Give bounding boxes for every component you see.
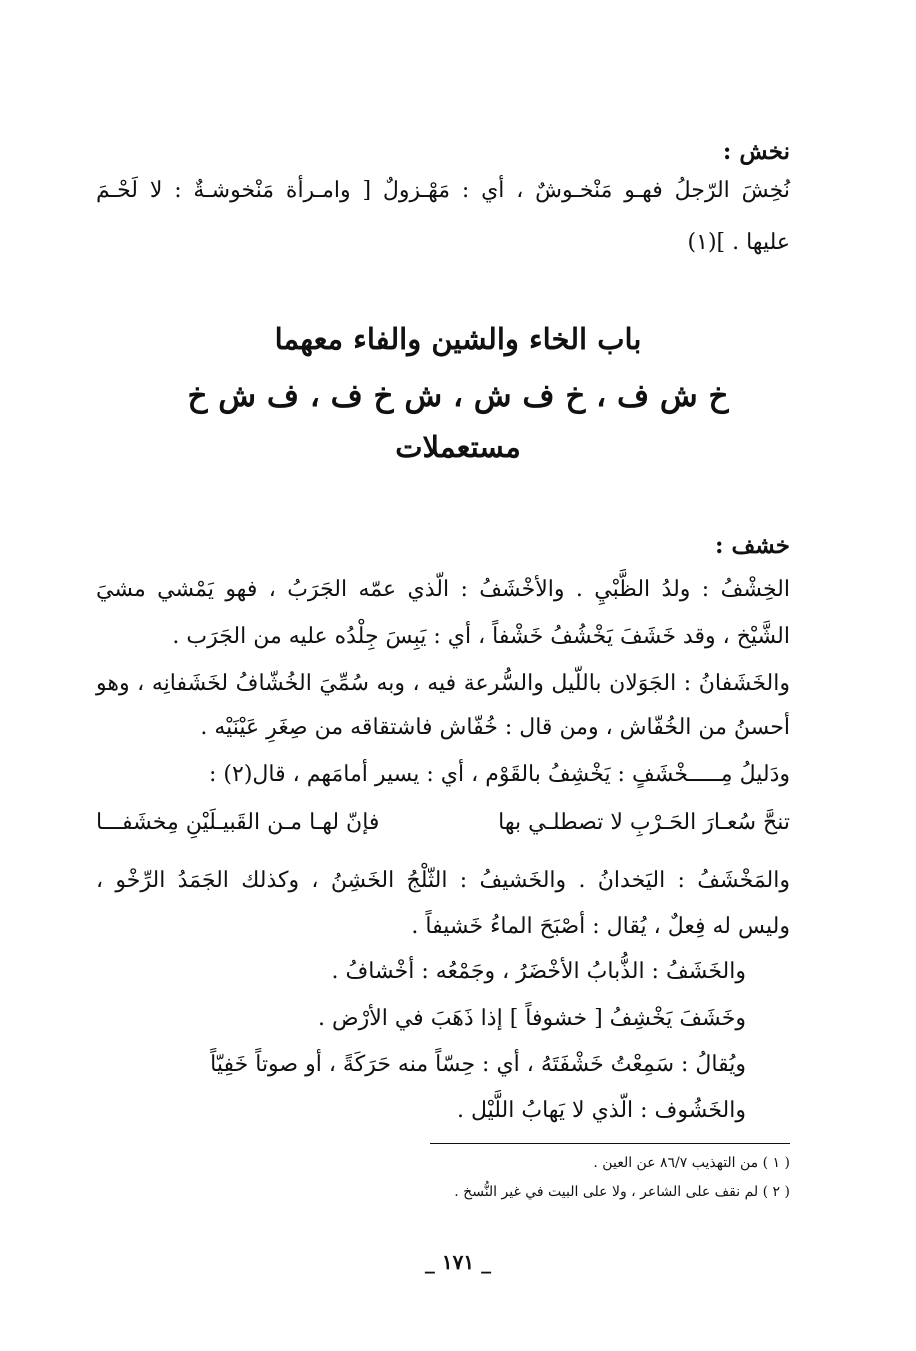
entry-text-line: أحسنُ من الخُفّاش ، ومن قال : خُفّاش فاشتقاقه من صِغَرِ عَيْنَيْه . [200,715,790,740]
entry-head-khashaf: خشف : [714,532,790,559]
poem-verse [96,807,790,839]
entry-text-line: الشَّيْخ ، وقد خَشَفَ يَخْشُفُ خَشْفاً ، أي : يَبِسَ جِلْدُه عليه من الجَرَب . [172,624,790,649]
entry-text-line: والمَخْشَفُ : اليَخدانُ . والخَشيفُ : الثّلْجُ الخَشِنُ ، وكذلك الجَمَدُ الرِّخْو ، [96,868,790,893]
footnote: ( ٢ ) لم نقف على الشاعر ، ولا على البيت في غير النُّسخ . [454,1184,790,1200]
entry-head-nakhash: نخش : [722,138,790,165]
verse-right-hemistich: تنحَّ سُعـارَ الحَـرْبِ لا تصطلـي بها [498,810,790,835]
page-number: _ ١٧١ _ [424,1250,492,1274]
entry-text-line: ويُقالُ : سَمِعْتُ خَشْفَتَهُ ، أي : حِسّاً منه حَرَكَةً ، أو صوتاً خَفِيّاً [210,1052,746,1077]
footnote: ( ١ ) من التهذيب ٨٦/٧ عن العين . [593,1155,790,1171]
entry-text-line: عليها . ](١) [687,230,790,255]
entry-text-line: والخَشَفُ : الذُّبابُ الأخْضَرُ ، وجَمْعُه : أخْشافُ . [331,959,746,984]
verse-left-hemistich: فإنّ لهـا مـن القَبيـلَيْنِ مِخشَفـــا [96,810,380,835]
entry-text-line: والخَشُوف : الّذي لا يَهابُ اللَّيْل . [456,1098,746,1123]
chapter-title: باب الخاء والشين والفاء معهما [274,322,642,356]
footnote-separator [430,1143,790,1144]
chapter-status: مستعملات [395,430,521,464]
entry-text-line: وليس له فِعلٌ ، يُقال : أصْبَحَ الماءُ خَشيفاً . [411,914,790,939]
entry-text-line: وخَشَفَ يَخْشِفُ [ خشوفاً ] إذا ذَهَبَ في الأرْض . [317,1006,746,1031]
chapter-permutations: خ ش ف ، خ ف ش ، ش خ ف ، ف ش خ [187,378,729,414]
entry-text-line: والخَشَفانُ : الجَوَلان باللّيل والسُّرعة فيه ، وبه سُمِّيَ الخُشّافُ لخَشَفانِه ، وهو [96,671,790,696]
entry-text-line: ودَليلُ مِـــــخْشَفٍ : يَخْشِفُ بالقَوْم ، أي : يسير أمامَهم ، قال(٢) : [209,762,790,787]
entry-text-line: نُخِشَ الرّجلُ فهـو مَنْخـوشٌ ، أي : مَهْـزولٌ [ وامـرأة مَنْخوشـةٌ : لا لَحْـمَ [96,178,790,203]
entry-text-line: الخِشْفُ : ولدُ الظَّبْيِ . والأخْشَفُ : الّذي عمّه الجَرَبُ ، فهو يَمْشي مشيَ [96,577,790,602]
